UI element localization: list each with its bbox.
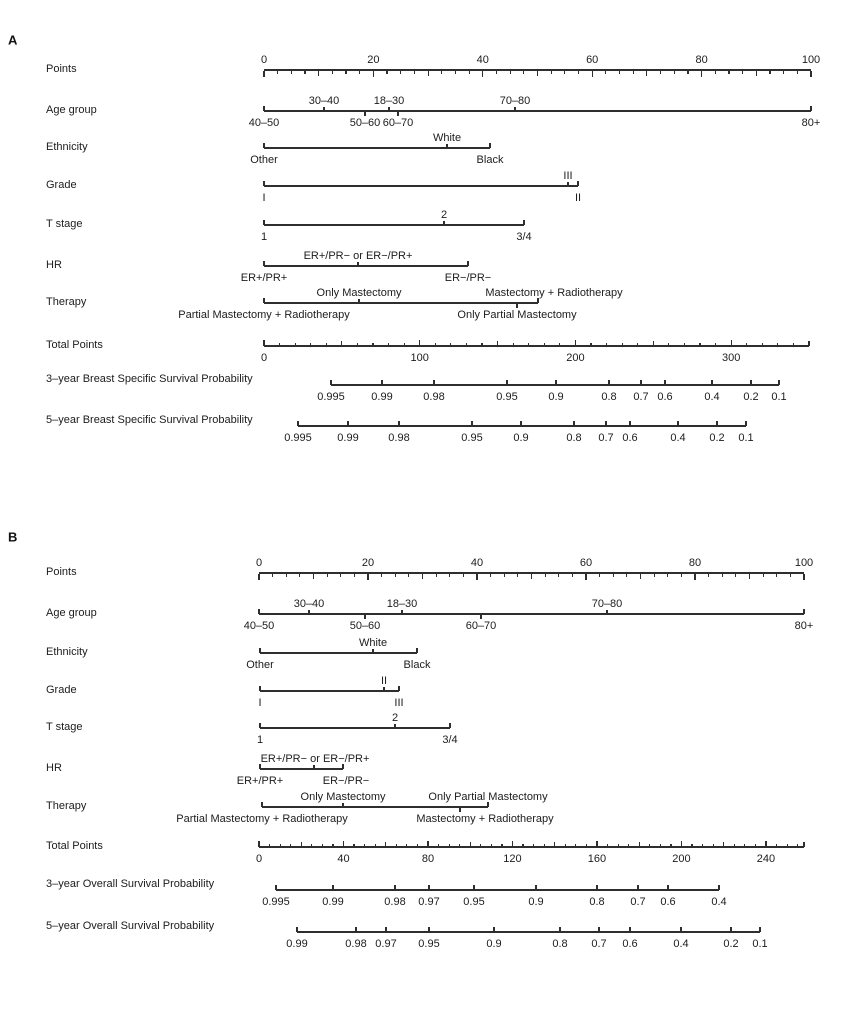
tick-label: 18–30	[386, 598, 418, 610]
tick-label: 0.1	[752, 938, 768, 950]
axis-tick	[422, 574, 423, 579]
row-label: Grade	[46, 179, 77, 191]
axis-tick	[398, 686, 399, 691]
tick-label: 0	[260, 352, 268, 364]
axis-tick	[535, 885, 536, 890]
tick-label: 0.2	[743, 391, 759, 403]
tick-label: 40	[470, 557, 484, 569]
axis-tick	[280, 844, 281, 847]
row-label: Ethnicity	[46, 141, 88, 153]
axis-tick	[428, 927, 429, 932]
tick-label: 30–40	[308, 95, 340, 107]
axis-tick	[385, 842, 386, 847]
tick-label: ER+/PR− or ER−/PR+	[303, 250, 413, 262]
axis-tick	[596, 885, 597, 890]
axis-tick	[667, 574, 668, 577]
tick-label: 0.8	[552, 938, 568, 950]
tick-label: ER−/PR−	[444, 272, 492, 284]
axis-tick	[755, 844, 756, 847]
axis-tick	[258, 609, 259, 614]
tick-label: 0.95	[461, 432, 483, 444]
row-label: Points	[46, 566, 77, 578]
axis-tick	[759, 927, 760, 932]
tick-label: 20	[367, 54, 380, 66]
tick-label: 0.4	[711, 896, 727, 908]
axis-tick	[332, 885, 333, 890]
row-label: 3–year Breast Specific Survival Probability	[46, 373, 253, 385]
tick-label: 18–30	[373, 95, 405, 107]
row-label: Age group	[46, 607, 97, 619]
tick-label: 0.95	[463, 896, 485, 908]
tick-label: 0.98	[345, 938, 367, 950]
axis-tick	[395, 574, 396, 577]
axis-tick	[517, 574, 518, 577]
axis-tick	[476, 574, 477, 581]
axis-tick	[296, 927, 297, 932]
tick-label: 300	[721, 352, 741, 364]
tick-label: 0.8	[566, 432, 582, 444]
tick-label: 0.95	[496, 391, 518, 403]
tick-label: 0.98	[384, 896, 406, 908]
tick-label: 0.95	[418, 938, 440, 950]
axis-tick	[491, 844, 492, 847]
tick-label: Mastectomy + Radiotherapy	[485, 287, 623, 299]
axis-tick	[343, 841, 344, 848]
row-label: HR	[46, 259, 62, 271]
tick-label: 3/4	[516, 231, 532, 243]
tick-label: 0.99	[322, 896, 344, 908]
axis-tick	[416, 648, 417, 653]
tick-label: 0.7	[633, 391, 649, 403]
axis-tick	[322, 844, 323, 847]
axis-line	[260, 690, 399, 691]
axis-tick	[565, 844, 566, 847]
tick-label: 0.7	[630, 896, 646, 908]
tick-label: 0.1	[738, 432, 754, 444]
axis-tick	[708, 574, 709, 577]
axis-tick	[718, 885, 719, 890]
tick-label: White	[358, 637, 388, 649]
tick-label: 240	[756, 853, 776, 865]
axis-tick	[613, 574, 614, 577]
tick-label: 0.99	[337, 432, 359, 444]
tick-label: ER+/PR+	[236, 775, 284, 787]
tick-label: Black	[476, 154, 504, 166]
tick-label: 50–60	[349, 117, 381, 129]
tick-label: 80	[421, 853, 435, 865]
tick-label: 50–60	[349, 620, 381, 632]
panel-tag: B	[8, 529, 18, 545]
axis-tick	[554, 842, 555, 847]
tick-label: I	[262, 192, 266, 204]
tick-label: 0.99	[371, 391, 393, 403]
axis-tick	[408, 574, 409, 577]
axis-tick	[626, 574, 627, 577]
tick-label: ER+/PR+	[240, 272, 288, 284]
tick-label: Only Partial Mastectomy	[428, 791, 548, 803]
tick-label: 2	[440, 209, 448, 221]
axis-tick	[259, 723, 260, 728]
axis-line	[297, 931, 760, 932]
axis-tick	[473, 885, 474, 890]
axis-tick	[694, 574, 695, 581]
axis-line	[260, 727, 450, 728]
tick-label: 60	[579, 557, 593, 569]
axis-tick	[269, 844, 270, 847]
axis-line	[262, 806, 488, 807]
axis-tick	[803, 574, 804, 581]
axis-tick	[713, 844, 714, 847]
tick-label: White	[432, 132, 462, 144]
axis-tick	[734, 844, 735, 847]
axis-tick	[459, 844, 460, 847]
tick-label: 0.7	[598, 432, 614, 444]
axis-tick	[776, 574, 777, 577]
tick-label: 200	[672, 853, 691, 865]
axis-tick	[272, 574, 273, 577]
axis-tick	[258, 574, 259, 581]
tick-label: 0.4	[704, 391, 720, 403]
axis-tick	[585, 574, 586, 581]
axis-tick	[470, 842, 471, 847]
axis-tick	[313, 574, 314, 579]
tick-label: 0.2	[723, 938, 739, 950]
axis-tick	[628, 844, 629, 847]
tick-label: 0.9	[528, 896, 544, 908]
tick-label: 120	[503, 853, 522, 865]
tick-label: 0.995	[317, 391, 345, 403]
axis-tick	[660, 844, 661, 847]
tick-label: Only Mastectomy	[300, 791, 386, 803]
axis-tick	[544, 844, 545, 847]
tick-label: 60–70	[465, 620, 497, 632]
tick-label: 0.6	[622, 432, 638, 444]
tick-label: 0.995	[284, 432, 312, 444]
axis-tick	[480, 615, 481, 620]
axis-tick	[596, 841, 597, 848]
tick-label: 0.9	[548, 391, 564, 403]
row-label: 5–year Breast Specific Survival Probability	[46, 414, 253, 426]
tick-label: 30–40	[293, 598, 325, 610]
axis-tick	[533, 844, 534, 847]
axis-tick	[493, 927, 494, 932]
tick-label: 0	[260, 54, 268, 66]
row-label: Age group	[46, 104, 97, 116]
axis-tick	[261, 802, 262, 807]
tick-label: 0.9	[513, 432, 529, 444]
axis-tick	[385, 927, 386, 932]
axis-tick	[501, 844, 502, 847]
axis-tick	[417, 844, 418, 847]
tick-label: 40	[337, 853, 350, 865]
tick-label: Partial Mastectomy + Radiotherapy	[178, 309, 350, 321]
axis-tick	[803, 842, 804, 847]
axis-tick	[640, 574, 641, 579]
tick-label: III	[394, 697, 404, 709]
axis-tick	[401, 610, 402, 615]
tick-label: ER−/PR−	[322, 775, 370, 787]
tick-label: 100	[410, 352, 429, 364]
tick-label: 80+	[794, 620, 814, 632]
axis-tick	[637, 885, 638, 890]
tick-label: 70–80	[499, 95, 531, 107]
axis-tick	[340, 574, 341, 577]
axis-tick	[275, 885, 276, 890]
axis-tick	[364, 844, 365, 847]
tick-label: 0.97	[375, 938, 397, 950]
axis-tick	[598, 927, 599, 932]
tick-label: 0.98	[388, 432, 410, 444]
row-label: Total Points	[46, 339, 103, 351]
tick-label: 80	[688, 557, 702, 569]
row-label: HR	[46, 762, 62, 774]
axis-tick	[667, 885, 668, 890]
axis-tick	[327, 574, 328, 577]
axis-tick	[803, 609, 804, 614]
axis-tick	[449, 844, 450, 847]
axis-tick	[790, 574, 791, 577]
axis-tick	[735, 574, 736, 577]
axis-tick	[691, 844, 692, 847]
axis-tick	[545, 574, 546, 577]
axis-tick	[394, 724, 395, 729]
tick-label: 2	[391, 712, 399, 724]
panel-tag: A	[8, 32, 18, 48]
axis-tick	[355, 927, 356, 932]
tick-label: 0	[255, 557, 263, 569]
axis-tick	[290, 844, 291, 847]
axis-tick	[749, 574, 750, 579]
axis-tick	[586, 844, 587, 847]
tick-label: 160	[587, 853, 607, 865]
tick-label: III	[563, 170, 573, 182]
tick-label: Only Partial Mastectomy	[457, 309, 577, 321]
tick-label: 0.4	[670, 432, 686, 444]
row-label: Total Points	[46, 840, 103, 852]
tick-label: 0.6	[622, 938, 638, 950]
axis-tick	[797, 844, 798, 847]
axis-tick	[649, 844, 650, 847]
axis-tick	[332, 844, 333, 847]
tick-label: Black	[403, 659, 431, 671]
tick-label: 70–80	[591, 598, 623, 610]
axis-tick	[406, 844, 407, 847]
tick-label: 0.4	[673, 938, 689, 950]
tick-label: 100	[801, 54, 821, 66]
axis-tick	[308, 610, 309, 615]
tick-label: Mastectomy + Radiotherapy	[416, 813, 554, 825]
axis-tick	[639, 842, 640, 847]
axis-tick	[313, 765, 314, 770]
axis-tick	[531, 574, 532, 579]
tick-label: Partial Mastectomy + Radiotherapy	[176, 813, 348, 825]
axis-tick	[558, 574, 559, 577]
axis-tick	[259, 648, 260, 653]
axis-tick	[427, 841, 428, 848]
axis-tick	[681, 841, 682, 848]
axis-tick	[730, 927, 731, 932]
axis-tick	[428, 885, 429, 890]
axis-tick	[680, 927, 681, 932]
axis-tick	[381, 574, 382, 577]
axis-tick	[670, 844, 671, 847]
axis-tick	[776, 844, 777, 847]
axis-tick	[702, 844, 703, 847]
axis-tick	[286, 574, 287, 577]
axis-tick	[572, 574, 573, 577]
axis-tick	[449, 723, 450, 728]
axis-tick	[375, 844, 376, 847]
axis-tick	[299, 574, 300, 577]
row-label: Therapy	[46, 800, 87, 812]
tick-label: 60–70	[382, 117, 414, 129]
tick-label: 1	[260, 231, 268, 243]
tick-label: 0	[255, 853, 263, 865]
tick-label: 80	[695, 54, 708, 66]
axis-tick	[259, 686, 260, 691]
tick-label: 0.2	[709, 432, 725, 444]
row-label: Grade	[46, 684, 77, 696]
axis-tick	[723, 842, 724, 847]
axis-tick	[436, 574, 437, 577]
row-label: Ethnicity	[46, 646, 88, 658]
axis-tick	[459, 808, 460, 813]
tick-label: 0.99	[286, 938, 308, 950]
tick-label: 0.7	[591, 938, 607, 950]
axis-tick	[744, 844, 745, 847]
tick-label: II	[380, 675, 388, 687]
axis-tick	[654, 574, 655, 577]
tick-label: 0.98	[423, 391, 445, 403]
axis-line	[260, 768, 343, 769]
tick-label: 0.9	[486, 938, 502, 950]
tick-label: 100	[794, 557, 814, 569]
axis-tick	[383, 687, 384, 692]
axis-tick	[618, 844, 619, 847]
axis-tick	[522, 844, 523, 847]
axis-tick	[607, 844, 608, 847]
tick-label: 200	[566, 352, 585, 364]
tick-label: 0.8	[589, 896, 605, 908]
row-label: Points	[46, 63, 77, 75]
tick-label: 0.8	[601, 391, 617, 403]
axis-tick	[353, 844, 354, 847]
axis-tick	[681, 574, 682, 577]
axis-tick	[512, 841, 513, 848]
axis-tick	[765, 841, 766, 848]
row-label: T stage	[46, 218, 83, 230]
tick-label: 0.1	[771, 391, 787, 403]
tick-label: 0.6	[660, 896, 676, 908]
row-label: 3–year Overall Survival Probability	[46, 878, 215, 890]
axis-line	[276, 889, 719, 890]
axis-tick	[342, 803, 343, 808]
tick-label: II	[574, 192, 582, 204]
tick-label: ER+/PR− or ER−/PR+	[260, 753, 370, 765]
tick-label: 1	[256, 734, 264, 746]
axis-tick	[463, 574, 464, 577]
tick-label: 3/4	[442, 734, 458, 746]
axis-tick	[787, 844, 788, 847]
axis-line	[260, 652, 417, 653]
row-label: 5–year Overall Survival Probability	[46, 920, 215, 932]
axis-tick	[629, 927, 630, 932]
axis-tick	[763, 574, 764, 577]
axis-tick	[480, 844, 481, 847]
axis-tick	[364, 615, 365, 620]
axis-tick	[396, 844, 397, 847]
axis-tick	[311, 844, 312, 847]
axis-tick	[394, 885, 395, 890]
row-label: T stage	[46, 721, 83, 733]
axis-tick	[575, 844, 576, 847]
axis-tick	[367, 574, 368, 581]
tick-label: Other	[246, 659, 274, 671]
axis-line	[259, 613, 804, 614]
tick-label: 0.6	[657, 391, 673, 403]
axis-tick	[438, 844, 439, 847]
tick-label: Only Mastectomy	[316, 287, 402, 299]
axis-tick	[722, 574, 723, 577]
tick-label: 0.97	[418, 896, 440, 908]
tick-label: 0.995	[262, 896, 290, 908]
axis-tick	[490, 574, 491, 577]
axis-tick	[449, 574, 450, 577]
axis-tick	[354, 574, 355, 577]
tick-label: 20	[361, 557, 375, 569]
tick-label: 40–50	[243, 620, 275, 632]
axis-tick	[301, 842, 302, 847]
axis-tick	[504, 574, 505, 577]
axis-tick	[559, 927, 560, 932]
tick-label: 80+	[801, 117, 821, 129]
tick-label: 40–50	[248, 117, 280, 129]
tick-label: 60	[586, 54, 599, 66]
axis-tick	[258, 841, 259, 848]
axis-tick	[372, 649, 373, 654]
tick-label: 40	[476, 54, 489, 66]
axis-tick	[606, 610, 607, 615]
row-label: Therapy	[46, 296, 87, 308]
axis-tick	[599, 574, 600, 577]
tick-label: I	[258, 697, 262, 709]
tick-label: Other	[250, 154, 278, 166]
